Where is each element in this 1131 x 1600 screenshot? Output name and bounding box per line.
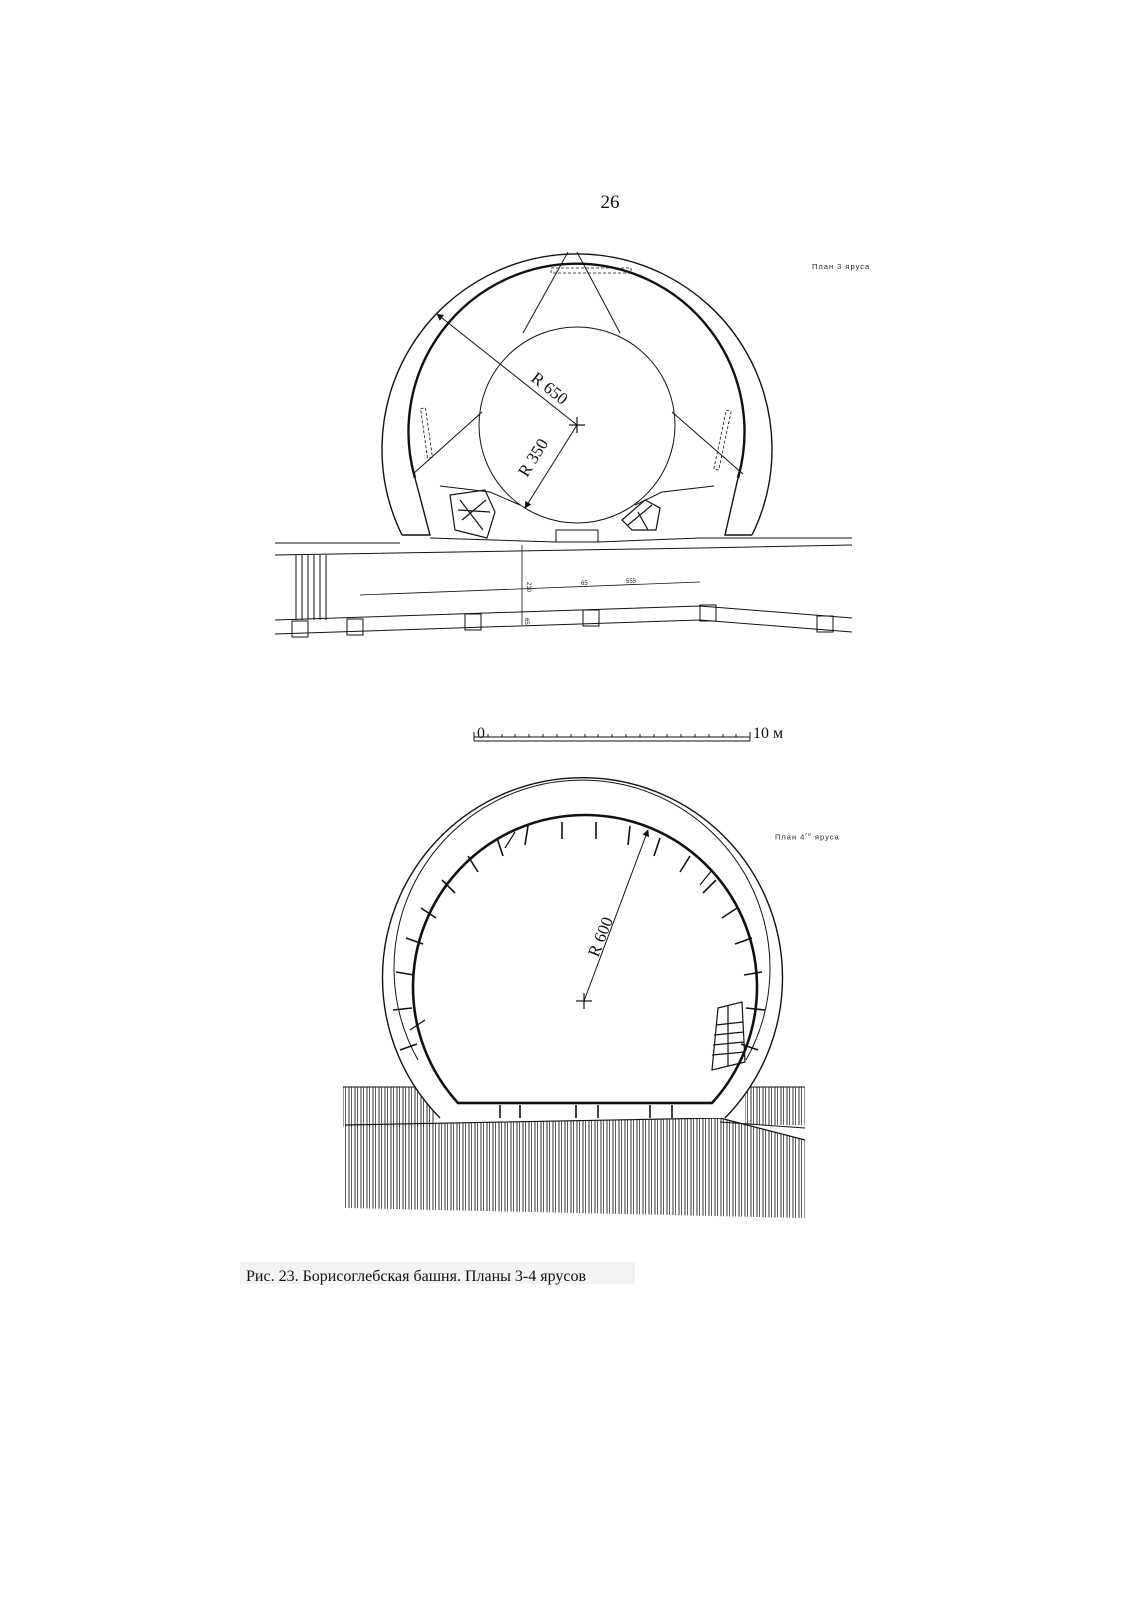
plan4-roof-hatch-right — [745, 1087, 805, 1125]
figure-caption: Рис. 23. Борисоглебская башня. Планы 3-4 ярусов — [246, 1268, 587, 1285]
plan3-inner-radius-label: R 350 — [514, 435, 553, 481]
plan3-stair-right — [622, 500, 660, 530]
scale-bar — [474, 732, 750, 741]
page-number: 26 — [600, 192, 620, 213]
dim-210: 210 — [525, 582, 531, 593]
scale-start-label: 0 — [477, 725, 485, 742]
plan3-outer-wall — [382, 254, 772, 535]
plan3-stair-left — [450, 490, 495, 538]
plan3-drawing — [275, 252, 852, 637]
plan3-title: План 3 яруса — [812, 262, 871, 271]
dim-65-b: 65 — [523, 618, 529, 625]
plan4-title-end: яруса — [811, 832, 840, 842]
plan4-radius-label: R 600 — [584, 914, 618, 960]
plan3-outer-radius-label: R 650 — [527, 368, 572, 409]
plan3-inner-wall — [409, 264, 745, 481]
plan4-title-main: План 4 — [775, 832, 806, 842]
dim-65-a: 65 — [581, 581, 588, 587]
plan4-roof-hatch-main — [345, 1118, 805, 1218]
plan4-title-sup: го — [805, 832, 812, 838]
scale-end-label: 10 м — [753, 725, 784, 742]
plan4-drawing — [343, 778, 805, 1218]
plan3-gallery — [275, 538, 852, 637]
dim-555: 555 — [626, 579, 637, 585]
